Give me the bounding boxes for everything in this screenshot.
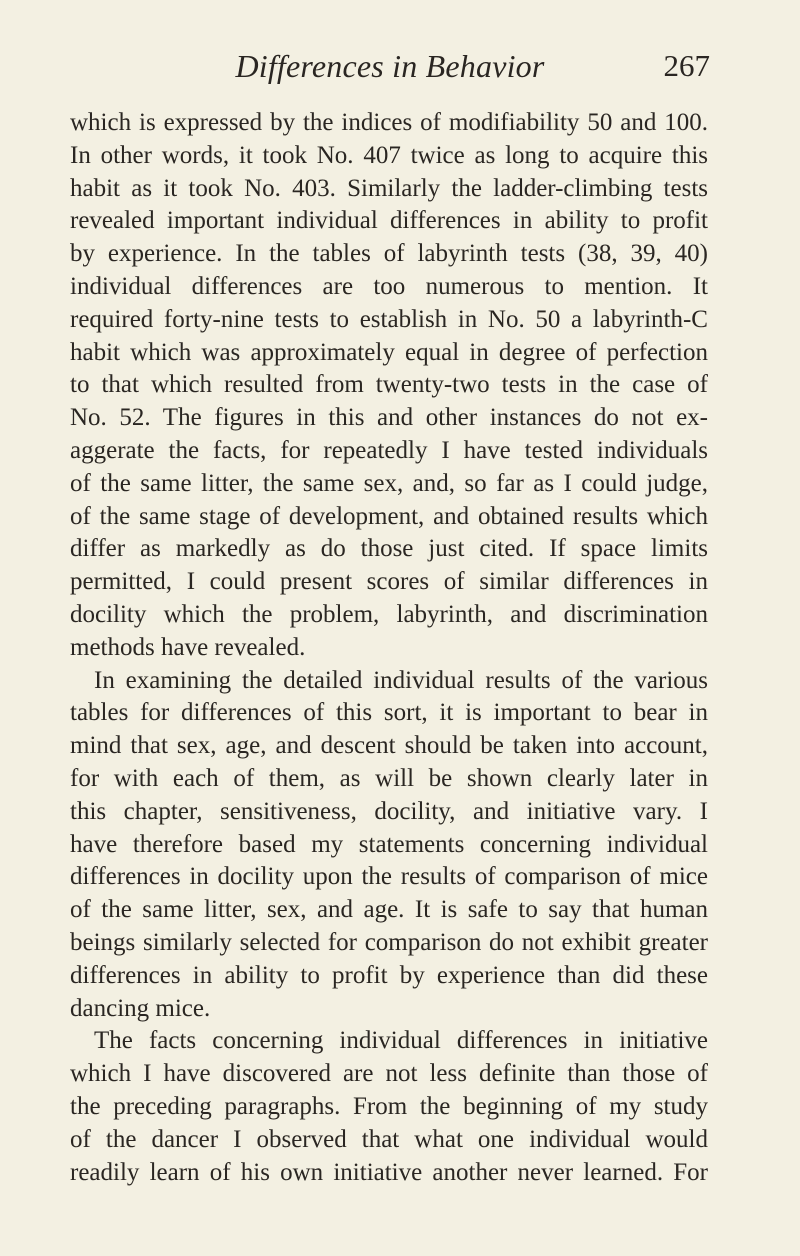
text-line: revealed important individual differences in ability to profit xyxy=(70,207,708,235)
text-line: have therefore based my statements concerning individual xyxy=(70,830,708,858)
text-line: differ as markedly as do those just cited. If space limits xyxy=(70,535,708,563)
text-line: habit which was approximately equal in degree of perfection xyxy=(70,338,708,366)
text-line: habit as it took No. 403. Similarly the ladder-climbing tests xyxy=(70,174,708,202)
text-line: of the same litter, sex, and age. It is safe to say that human xyxy=(70,896,708,924)
text-line: differences in docility upon the results of comparison of mice xyxy=(70,863,708,891)
text-line: of the same litter, the same sex, and, so far as I could judge, xyxy=(70,469,708,497)
body-text xyxy=(70,107,708,1189)
text-line: the preceding paragraphs. From the beginning of my study xyxy=(70,1092,708,1120)
text-line: tables for differences of this sort, it is important to bear in xyxy=(70,699,708,727)
text-line: dancing mice. xyxy=(70,994,211,1022)
page-number: 267 xyxy=(663,48,710,83)
text-line: to that which resulted from twenty-two tests in the case of xyxy=(70,371,708,399)
running-title: Differences in Behavior xyxy=(235,48,545,84)
text-line: of the same stage of development, and obtained results which xyxy=(70,502,708,530)
text-line: by experience. In the tables of labyrinth tests (38, 39, 40) xyxy=(70,240,708,268)
text-line: for with each of them, as will be shown clearly later in xyxy=(70,764,708,792)
text-line: aggerate the facts, for repeatedly I have tested individuals xyxy=(70,436,708,464)
text-line: which I have discovered are not less definite than those of xyxy=(70,1060,708,1088)
text-line: required forty-nine tests to establish in No. 50 a labyrinth-C xyxy=(70,305,708,333)
text-line: which is expressed by the indices of modifiability 50 and 100. xyxy=(70,109,708,136)
paragraph-first-line: The facts concerning individual differences in initiative xyxy=(94,1027,708,1055)
text-line: permitted, I could present scores of similar differences in xyxy=(70,568,708,596)
text-line: differences in ability to profit by experience than did these xyxy=(70,961,708,989)
text-line: In other words, it took No. 407 twice as long to acquire this xyxy=(70,141,708,169)
text-line: this chapter, sensitiveness, docility, and initiative vary. I xyxy=(70,797,708,825)
text-line: individual differences are too numerous to mention. It xyxy=(70,272,708,300)
text-line: of the dancer I observed that what one individual would xyxy=(70,1125,708,1153)
text-line: readily learn of his own initiative another never learned. For xyxy=(70,1158,708,1186)
text-line: mind that sex, age, and descent should be taken into account, xyxy=(70,732,708,760)
running-head xyxy=(70,42,710,90)
text-line: No. 52. The figures in this and other instances do not ex- xyxy=(70,404,708,432)
text-line: beings similarly selected for comparison do not exhibit greater xyxy=(70,928,708,956)
text-line: methods have revealed. xyxy=(70,633,306,661)
paragraph-first-line: In examining the detailed individual results of the various xyxy=(94,666,708,694)
text-line: docility which the problem, labyrinth, and discrimination xyxy=(70,600,708,628)
